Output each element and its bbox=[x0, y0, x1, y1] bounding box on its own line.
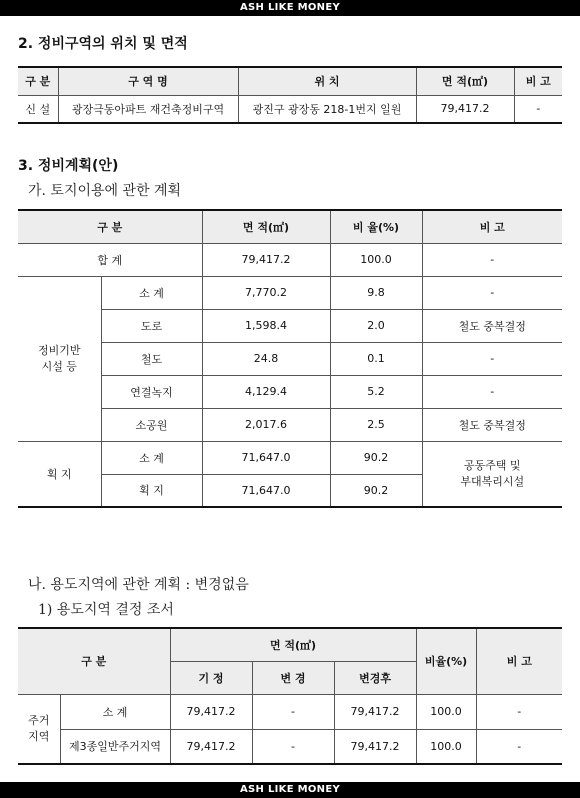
row-note: - bbox=[422, 276, 562, 309]
landuse-subheading: 가. 토지이용에 관한 계획 bbox=[28, 183, 182, 199]
row-name: 소 계 bbox=[101, 441, 202, 474]
table-row bbox=[18, 276, 562, 309]
total-label: 합 계 bbox=[18, 243, 202, 276]
total-ratio: 100.0 bbox=[330, 243, 422, 276]
row-note: 철도 중복결정 bbox=[422, 309, 562, 342]
table-row bbox=[18, 729, 562, 764]
row-ratio: 9.8 bbox=[330, 276, 422, 309]
cell-category: 신 설 bbox=[18, 95, 58, 123]
row-name: 연결녹지 bbox=[101, 375, 202, 408]
cell-location: 광진구 광장동 218-1번지 일원 bbox=[238, 95, 416, 123]
bottom-banner: ASH LIKE MONEY bbox=[0, 782, 580, 798]
row-ratio: 90.2 bbox=[330, 474, 422, 507]
row-area: 24.8 bbox=[202, 342, 330, 375]
row-area: 71,647.0 bbox=[202, 474, 330, 507]
cell-note: - bbox=[514, 95, 562, 123]
row-ratio: 2.5 bbox=[330, 408, 422, 441]
zoning-table bbox=[18, 627, 562, 765]
row-ratio: 5.2 bbox=[330, 375, 422, 408]
zoning-header-ratio: 비율(%) bbox=[416, 628, 476, 694]
row-ratio: 100.0 bbox=[416, 694, 476, 729]
row-note: 철도 중복결정 bbox=[422, 408, 562, 441]
row-name: 제3종일반주거지역 bbox=[60, 729, 170, 764]
zoning-subheading: 나. 용도지역에 관한 계획 : 변경없음 bbox=[28, 577, 249, 593]
landuse-header-category: 구 분 bbox=[18, 210, 202, 243]
row-ratio: 2.0 bbox=[330, 309, 422, 342]
row-area: 4,129.4 bbox=[202, 375, 330, 408]
zoning-header-existing: 기 정 bbox=[170, 661, 252, 694]
zoning-header-note: 비 고 bbox=[476, 628, 562, 694]
row-change: - bbox=[252, 694, 334, 729]
zoning-header-change: 변 경 bbox=[252, 661, 334, 694]
row-note: - bbox=[476, 729, 562, 764]
parcel-group-label: 획 지 bbox=[18, 441, 101, 507]
row-ratio: 100.0 bbox=[416, 729, 476, 764]
cell-district-name: 광장극동아파트 재건축정비구역 bbox=[58, 95, 238, 123]
row-name: 획 지 bbox=[101, 474, 202, 507]
header-location: 위 치 bbox=[238, 67, 416, 95]
row-name: 소 계 bbox=[60, 694, 170, 729]
row-note: - bbox=[422, 375, 562, 408]
landuse-header-ratio: 비 율(%) bbox=[330, 210, 422, 243]
row-name: 소공원 bbox=[101, 408, 202, 441]
row-area: 7,770.2 bbox=[202, 276, 330, 309]
row-name: 소 계 bbox=[101, 276, 202, 309]
row-area: 2,017.6 bbox=[202, 408, 330, 441]
row-note: - bbox=[476, 694, 562, 729]
residential-group-label: 주거 지역 bbox=[18, 694, 60, 764]
section2-heading: 2. 정비구역의 위치 및 면적 bbox=[18, 36, 188, 52]
zoning-decision-subheading: 1) 용도지역 결정 조서 bbox=[38, 602, 174, 618]
parcel-group-note: 공동주택 및 부대복리시설 bbox=[422, 441, 562, 507]
location-area-table bbox=[18, 66, 562, 124]
total-area: 79,417.2 bbox=[202, 243, 330, 276]
header-note: 비 고 bbox=[514, 67, 562, 95]
table-row bbox=[18, 694, 562, 729]
row-area: 1,598.4 bbox=[202, 309, 330, 342]
header-area: 면 적(㎡) bbox=[416, 67, 514, 95]
header-category: 구 분 bbox=[18, 67, 58, 95]
row-area: 71,647.0 bbox=[202, 441, 330, 474]
zoning-header-area: 면 적(㎡) bbox=[170, 628, 416, 661]
row-existing: 79,417.2 bbox=[170, 729, 252, 764]
row-name: 철도 bbox=[101, 342, 202, 375]
zoning-header-category: 구 분 bbox=[18, 628, 170, 694]
landuse-header-note: 비 고 bbox=[422, 210, 562, 243]
top-banner: ASH LIKE MONEY bbox=[0, 0, 580, 16]
row-after: 79,417.2 bbox=[334, 729, 416, 764]
row-ratio: 90.2 bbox=[330, 441, 422, 474]
row-ratio: 0.1 bbox=[330, 342, 422, 375]
total-note: - bbox=[422, 243, 562, 276]
infra-group-label: 정비기반 시설 등 bbox=[18, 276, 101, 441]
zoning-header-after: 변경후 bbox=[334, 661, 416, 694]
section3-heading: 3. 정비계획(안) bbox=[18, 158, 119, 174]
row-existing: 79,417.2 bbox=[170, 694, 252, 729]
row-change: - bbox=[252, 729, 334, 764]
landuse-header-area: 면 적(㎡) bbox=[202, 210, 330, 243]
row-note: - bbox=[422, 342, 562, 375]
header-district-name: 구 역 명 bbox=[58, 67, 238, 95]
row-after: 79,417.2 bbox=[334, 694, 416, 729]
table-row bbox=[18, 441, 562, 474]
landuse-table bbox=[18, 209, 562, 508]
cell-area: 79,417.2 bbox=[416, 95, 514, 123]
row-name: 도로 bbox=[101, 309, 202, 342]
